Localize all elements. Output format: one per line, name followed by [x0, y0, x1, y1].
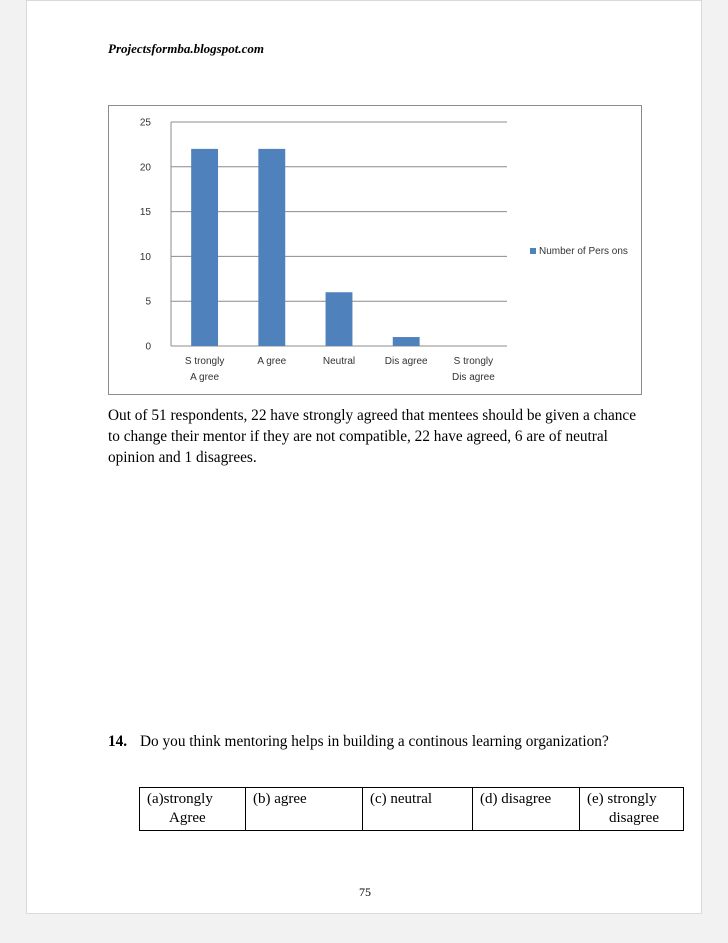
- option-e-line1: (e) strongly: [587, 791, 657, 807]
- option-e-cell: [580, 788, 684, 831]
- y-tick-label: 5: [145, 296, 151, 308]
- x-tick-label: A gree: [257, 356, 287, 367]
- question-number: 14.: [108, 733, 128, 750]
- y-tick-label: 20: [139, 162, 151, 174]
- bar: [326, 292, 353, 346]
- page-number: 75: [359, 885, 371, 899]
- y-tick-label: 10: [139, 251, 151, 263]
- x-tick-label: S trongly: [453, 356, 494, 367]
- option-b-line1: (b) agree: [253, 791, 307, 807]
- option-c-line1: (c) neutral: [370, 791, 433, 807]
- x-tick-label: Dis agree: [451, 372, 495, 383]
- legend-swatch: [530, 248, 536, 254]
- x-tick-label: S trongly: [184, 356, 225, 367]
- option-c-cell: [363, 788, 473, 831]
- option-a-cell: [140, 788, 246, 831]
- site-header: Projectsformba.blogspot.com: [108, 41, 264, 56]
- option-a-line2: Agree: [169, 810, 206, 826]
- options-table: [139, 787, 684, 831]
- y-tick-label: 0: [145, 341, 151, 353]
- option-d-cell: [473, 788, 580, 831]
- bar: [258, 149, 285, 346]
- x-tick-label: A gree: [190, 372, 220, 383]
- question-text: Do you think mentoring helps in building a continous learning organization?: [140, 733, 609, 750]
- option-b-cell: [246, 788, 363, 831]
- y-tick-label: 25: [139, 117, 151, 129]
- result-paragraph: Out of 51 respondents, 22 have strongly agreed that mentees should be given a chance to change their mentor if they are not compatible, 22 have agreed, 6 are of neutral opinion and 1 disagrees.: [108, 407, 637, 466]
- option-e-line2: disagree: [609, 810, 659, 826]
- bar: [191, 149, 218, 346]
- x-tick-label: Dis agree: [384, 356, 428, 367]
- question-14: [108, 731, 648, 752]
- y-tick-label: 15: [139, 207, 151, 219]
- bar-chart: [108, 105, 642, 395]
- x-tick-label: Neutral: [322, 356, 356, 367]
- legend-label: Number of Pers ons: [539, 246, 628, 257]
- document-page: [26, 0, 702, 914]
- bar: [393, 337, 420, 346]
- chart-canvas: [109, 106, 643, 396]
- option-d-line1: (d) disagree: [480, 791, 552, 807]
- option-a-line1: (a)strongly: [147, 791, 213, 807]
